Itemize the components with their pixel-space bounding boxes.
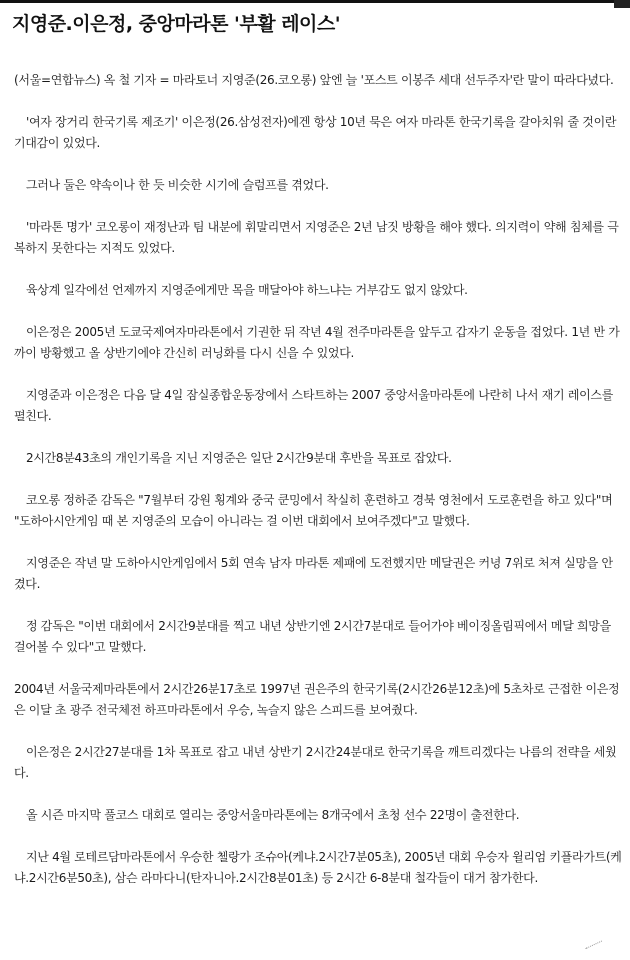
article-paragraph: 육상계 일각에선 언제까지 지영준에게만 목을 매달아야 하느냐는 거부감도 없지 않았다. [26,283,468,297]
article-paragraph: 2시간8분43초의 개인기록을 지닌 지영준은 일단 2시간9분대 후반을 목표로 잡았다. [26,451,452,465]
article-paragraph: 코오롱 정하준 감독은 "7월부터 강원 횡계와 중국 쿤밍에서 착실히 훈련하고 경북 영천에서 도로훈련을 하고 있다"며 "도하아시안게임 때 본 지영준의 모습이 아니라는 걸 이번 대회에서 보여주겠다"고 말했다. [14,493,613,528]
scan-speck [585,941,604,955]
scan-corner-mark [614,0,630,8]
article-paragraph: 2004년 서울국제마라톤에서 2시간26분17초로 1997년 권은주의 한국기록(2시간26분12초)에 5초차로 근접한 이은정은 이달 초 광주 전국체전 하프마라톤에서 우승, 녹슬지 않은 스피드를 보여줬다. [14,682,620,717]
article-paragraph: 지영준은 작년 말 도하아시안게임에서 5회 연속 남자 마라톤 제패에 도전했지만 메달권은 커녕 7위로 처져 실망을 안겼다. [14,556,613,591]
article-paragraph: 지난 4월 로테르담마라톤에서 우승한 첼랑가 조슈아(케냐.2시간7분05초), 2005년 대회 우승자 윌리엄 키플라가트(케냐.2시간6분50초), 삼슨 라마다니(탄자니아.2시간8분01초) 등 2시간 6-8분대 철각들이 대거 참가한다. [14,850,622,885]
top-rule [0,0,614,3]
article-paragraph: 그러나 둘은 약속이나 한 듯 비슷한 시기에 슬럼프를 겪었다. [26,178,329,192]
article-paragraph: 정 감독은 "이번 대회에서 2시간9분대를 찍고 내년 상반기엔 2시간7분대로 들어가야 베이징올림픽에서 메달 희망을 걸어볼 수 있다"고 말했다. [14,619,611,654]
article-paragraph: (서울=연합뉴스) 옥 철 기자 = 마라토너 지영준(26.코오롱) 앞엔 늘 '포스트 이봉주 세대 선두주자'란 말이 따라다녔다. [14,73,614,87]
article-paragraph: '마라톤 명가' 코오롱이 재정난과 팀 내분에 휘말리면서 지영준은 2년 남짓 방황을 해야 했다. 의지력이 약해 침체를 극복하지 못한다는 지적도 있었다. [14,220,619,255]
article-paragraph: 지영준과 이은정은 다음 달 4일 잠실종합운동장에서 스타트하는 2007 중앙서울마라톤에 나란히 나서 재기 레이스를 펼친다. [14,388,613,423]
article-paragraph: '여자 장거리 한국기록 제조기' 이은정(26.삼성전자)에겐 항상 10년 묵은 여자 마라톤 한국기록을 갈아치워 줄 것이란 기대감이 있었다. [14,115,617,150]
article-paragraph: 올 시즌 마지막 풀코스 대회로 열리는 중앙서울마라톤에는 8개국에서 초청 선수 22명이 출전한다. [26,808,520,822]
article-paragraph: 이은정은 2005년 도쿄국제여자마라톤에서 기권한 뒤 작년 4월 전주마라톤을 앞두고 갑자기 운동을 접었다. 1년 반 가까이 방황했고 올 상반기에야 간신히 러닝화를 다시 신을 수 있었다. [14,325,620,360]
article-paragraph: 이은정은 2시간27분대를 1차 목표로 잡고 내년 상반기 2시간24분대로 한국기록을 깨트리겠다는 나름의 전략을 세웠다. [14,745,617,780]
article-title: 지영준.이은정, 중앙마라톤 '부활 레이스' [12,13,341,35]
article-body [14,70,624,910]
